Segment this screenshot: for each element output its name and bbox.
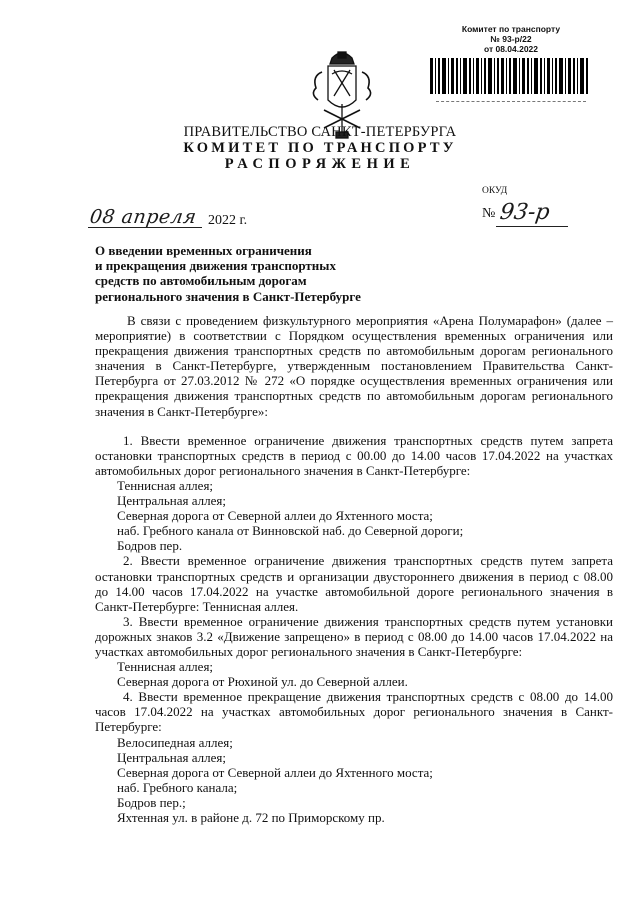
preamble-paragraph: В связи с проведением физкультурного мероприятия «Арена Полумарафон» (далее – мероприятие) в соответствии с Порядком осуществления временных ограничения или прекращения движения транспортных средств по автомобильным дорогам регионального значения в Санкт-Петербурге, утвержденным постановлением Правительства Санкт-Петербурга от 27.03.2012 № 272 «О порядке осуществления временных ограничения или прекращения движения транспортных средств по автомобильным дорогам регионального значения в Санкт-Петербурге»: — [95, 313, 613, 419]
document-subject — [95, 243, 395, 304]
subject-line: и прекращения движения транспортных — [95, 258, 336, 274]
clause-4: 4. Ввести временное прекращение движения транспортных средств с 08.00 до 14.00 часов 17.04.2022 на участках автомобильных дорог регионального значения в Санкт-Петербурге: — [95, 689, 613, 735]
list-item: Северная дорога от Северной аллеи до Яхтенного моста; — [117, 508, 433, 524]
okud-label: ОКУД — [482, 186, 508, 196]
clause-2: 2. Ввести временное ограничение движения транспортных средств путем запрета остановки транспортных средств и организации двустороннего движения в период с 08.00 до 14.00 часов 17.04.2022 на участке автомобильной дороге регионального значения в Санкт-Петербурге: Теннисная аллея. — [95, 553, 613, 614]
document-body — [95, 313, 613, 825]
date-underline — [88, 227, 202, 228]
number-underline — [496, 226, 568, 227]
barcode-divider — [436, 101, 586, 106]
list-item: Центральная аллея; — [117, 749, 226, 765]
list-item: наб. Гребного канала; — [117, 779, 238, 795]
government-title: ПРАВИТЕЛЬСТВО САНКТ-ПЕТЕРБУРГА — [183, 124, 457, 140]
document-type: РАСПОРЯЖЕНИЕ — [224, 156, 416, 172]
stamp-date: от 08.04.2022 — [483, 44, 539, 54]
number-handwritten: 93-р — [498, 200, 552, 225]
clause-3: 3. Ввести временное ограничение движения транспортных средств путем установки дорожных знаков 3.2 «Движение запрещено» в период с 08.00 до 14.00 часов 17.04.2022 на участках автомобильных дорог регионального значения в Санкт-Петербурге: — [95, 613, 613, 659]
date-handwritten: 08 апреля — [88, 206, 198, 228]
list-item: Яхтенная ул. в районе д. 72 по Приморскому пр. — [117, 810, 385, 825]
stamp-number: № 93-р/22 — [490, 34, 532, 44]
date-year: 2022 г. — [208, 213, 248, 228]
list-item: наб. Гребного канала от Винновской наб. до Северной дороги; — [117, 523, 464, 539]
list-item: Теннисная аллея; — [117, 659, 214, 675]
barcode-icon — [430, 58, 590, 94]
stamp-committee: Комитет по транспорту — [461, 24, 561, 34]
clause-1: 1. Ввести временное ограничение движения транспортных средств путем запрета остановки транспортных средств в период с 00.00 до 14.00 часов 17.04.2022 на участках автомобильных дорог регионального значения в Санкт-Петербурге: — [95, 432, 613, 478]
list-item: Велосипедная аллея; — [117, 734, 233, 750]
number-label: № — [482, 206, 496, 221]
committee-title: КОМИТЕТ ПО ТРАНСПОРТУ — [183, 140, 457, 156]
subject-line: регионального значения в Санкт-Петербурге — [95, 288, 361, 304]
list-item: Бодров пер.; — [117, 794, 186, 810]
subject-line: средств по автомобильным дорогам — [95, 273, 307, 289]
list-item: Бодров пер. — [117, 538, 183, 554]
list-item: Теннисная аллея; — [117, 477, 214, 493]
list-item: Северная дорога от Северной аллеи до Яхтенного моста; — [117, 764, 433, 780]
subject-line: О введении временных ограничения — [95, 243, 312, 258]
list-item: Северная дорога от Рюхиной ул. до Северной аллеи. — [117, 674, 408, 690]
list-item: Центральная аллея; — [117, 493, 226, 509]
registration-stamp — [446, 24, 576, 54]
